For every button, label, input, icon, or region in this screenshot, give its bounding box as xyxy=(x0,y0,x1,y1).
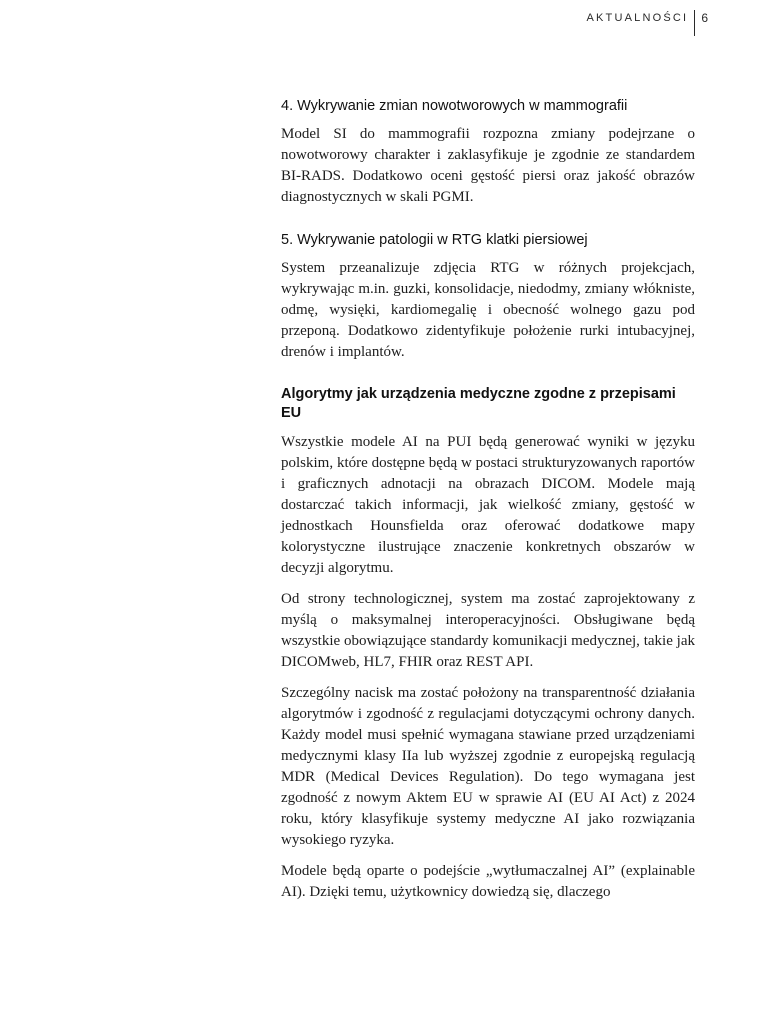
paragraph: Model SI do mammografii rozpozna zmiany podejrzane o nowotworowy charakter i zaklasyfikuje je zgodnie ze standardem BI-RADS. Dodatkowo oceni gęstość piersi oraz jakość obrazów diagnostycznych w skali PGMI. xyxy=(281,126,695,205)
running-header xyxy=(586,10,708,36)
page-number: 6 xyxy=(701,11,708,25)
section-heading-mammography: 4. Wykrywanie zmian nowotworowych w mammografii xyxy=(281,98,628,114)
paragraph: Wszystkie modele AI na PUI będą generować wyniki w języku polskim, które dostępne będą w postaci strukturyzowanych raportów i graficznych adnotacji na obrazach DICOM. Modele mają dostarczać takich informacji, jak wielkość zmiany, gęstość w jednostkach Hounsfielda oraz oferować dodatkowe mapy kolorystyczne ilustrujące znaczenie konkretnych obszarów w decyzji algorytmu. xyxy=(281,434,695,576)
paragraph: System przeanalizuje zdjęcia RTG w różnych projekcjach, wykrywając m.in. guzki, konsolidacje, niedodmy, zmiany włókniste, odmę, wysięki, kardiomegalię i obecność wolnego gazu pod przeponą. Dodatkowo zidentyfikuje położenie rurki intubacyjnej, drenów i implantów. xyxy=(281,260,695,360)
paragraph: Modele będą oparte o podejście „wytłumaczalnej AI” (explainable AI). Dzięki temu, użytkownicy dowiedzą się, dlaczego xyxy=(281,863,695,900)
paragraph: Od strony technologicznej, system ma zostać zaprojektowany z myślą o maksymalnej interoperacyjności. Obsługiwane będą wszystkie obowiązujące standardy komunikacji medycznej, takie jak DICOMweb, HL7, FHIR oraz REST API. xyxy=(281,591,695,670)
article-body xyxy=(281,96,695,903)
section-label: AKTUALNOŚCI xyxy=(586,10,695,36)
subheading-eu-regulations: Algorytmy jak urządzenia medyczne zgodne z przepisami EU xyxy=(281,386,676,421)
section-heading-chest-xray: 5. Wykrywanie patologii w RTG klatki piersiowej xyxy=(281,232,588,248)
paragraph: Szczególny nacisk ma zostać położony na transparentność działania algorytmów i zgodność z regulacjami dotyczącymi ochrony danych. Każdy model musi spełnić wymagana stawiane przed urządzeniami medycznymi klasy IIa lub wyższej zgodnie z europejską regulacją MDR (Medical Devices Regulation). Do tego wymagana jest zgodność z nowym Aktem EU w sprawie AI (EU AI Act) z 2024 roku, który klasyfikuje systemy medyczne AI jako rozwiązania wysokiego ryzyka. xyxy=(281,685,695,848)
